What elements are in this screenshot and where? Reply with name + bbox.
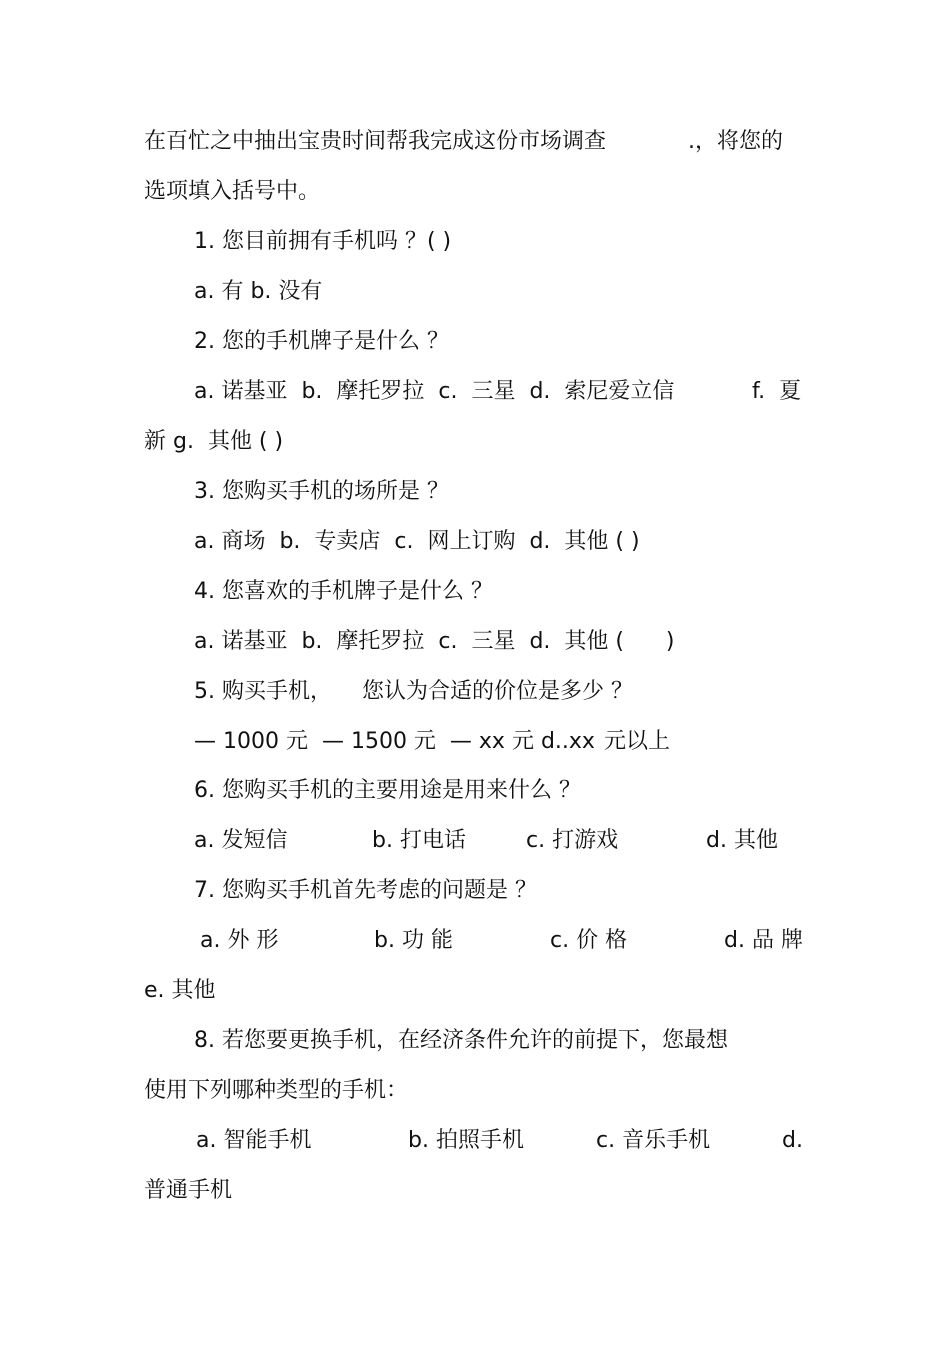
question-5-b: 您认为合适的价位是多少 ？ bbox=[362, 679, 633, 704]
question-5-options-a: — 1000 元 — 1500 元 — xx 元 d..xx bbox=[194, 729, 595, 754]
question-2-options bbox=[0, 378, 950, 406]
question-6-option-b: b. 打电话 bbox=[372, 828, 466, 853]
question-7: 7. 您购买手机首先考虑的问题是 ？ bbox=[194, 878, 537, 903]
question-8-line-1: 8. 若您要更换手机，在经济条件允许的前提下，您最想 bbox=[194, 1028, 728, 1053]
question-3: 3. 您购买手机的场所是 ？ bbox=[194, 479, 449, 504]
question-5-options-b: 元以上 bbox=[604, 729, 671, 754]
question-6-option-c: c. 打游戏 bbox=[526, 828, 619, 853]
question-7-option-a: a. 外 形 bbox=[200, 928, 279, 953]
question-7-options bbox=[0, 927, 950, 955]
question-2: 2. 您的手机牌子是什么 ？ bbox=[194, 329, 449, 354]
question-8-option-a: a. 智能手机 bbox=[196, 1128, 312, 1153]
intro-text-b: .，将您的 bbox=[688, 129, 783, 154]
question-6-options bbox=[0, 827, 950, 855]
question-7-option-d: d. 品 牌 bbox=[724, 928, 803, 953]
intro-line-1 bbox=[0, 128, 950, 156]
question-4-options: a. 诺基亚 b. 摩托罗拉 c. 三星 d. 其他 ( ) bbox=[194, 629, 675, 654]
question-2-options-cont: 新 g. 其他 ( ) bbox=[144, 429, 284, 454]
question-8-option-d-cont: 普通手机 bbox=[144, 1178, 233, 1203]
question-8-options bbox=[0, 1127, 950, 1155]
question-6: 6. 您购买手机的主要用途是用来什么 ？ bbox=[194, 778, 581, 803]
intro-text-a: 在百忙之中抽出宝贵时间帮我完成这份市场调查 bbox=[144, 129, 607, 154]
question-8-option-c: c. 音乐手机 bbox=[596, 1128, 711, 1153]
question-8-option-d: d. bbox=[782, 1128, 803, 1153]
question-6-option-a: a. 发短信 bbox=[194, 828, 288, 853]
question-8-option-b: b. 拍照手机 bbox=[408, 1128, 524, 1153]
question-7-option-b: b. 功 能 bbox=[374, 928, 453, 953]
question-5-a: 5. 购买手机， bbox=[194, 679, 332, 704]
question-8-line-2: 使用下列哪种类型的手机： bbox=[144, 1078, 409, 1103]
question-4: 4. 您喜欢的手机牌子是什么 ？ bbox=[194, 579, 493, 604]
question-1: 1. 您目前拥有手机吗 ？( ) bbox=[194, 229, 452, 254]
question-5 bbox=[0, 678, 950, 706]
question-2-options-b: f. 夏 bbox=[752, 379, 802, 404]
question-3-options: a. 商场 b. 专卖店 c. 网上订购 d. 其他 ( ) bbox=[194, 529, 640, 554]
intro-line-2: 选项填入括号中。 bbox=[144, 179, 321, 204]
question-6-option-d: d. 其他 bbox=[706, 828, 778, 853]
question-7-option-c: c. 价 格 bbox=[550, 928, 628, 953]
question-1-options: a. 有 b. 没有 bbox=[194, 279, 323, 304]
question-2-options-a: a. 诺基亚 b. 摩托罗拉 c. 三星 d. 索尼爱立信 bbox=[194, 379, 675, 404]
question-5-options bbox=[0, 728, 950, 756]
question-7-option-e: e. 其他 bbox=[144, 978, 216, 1003]
